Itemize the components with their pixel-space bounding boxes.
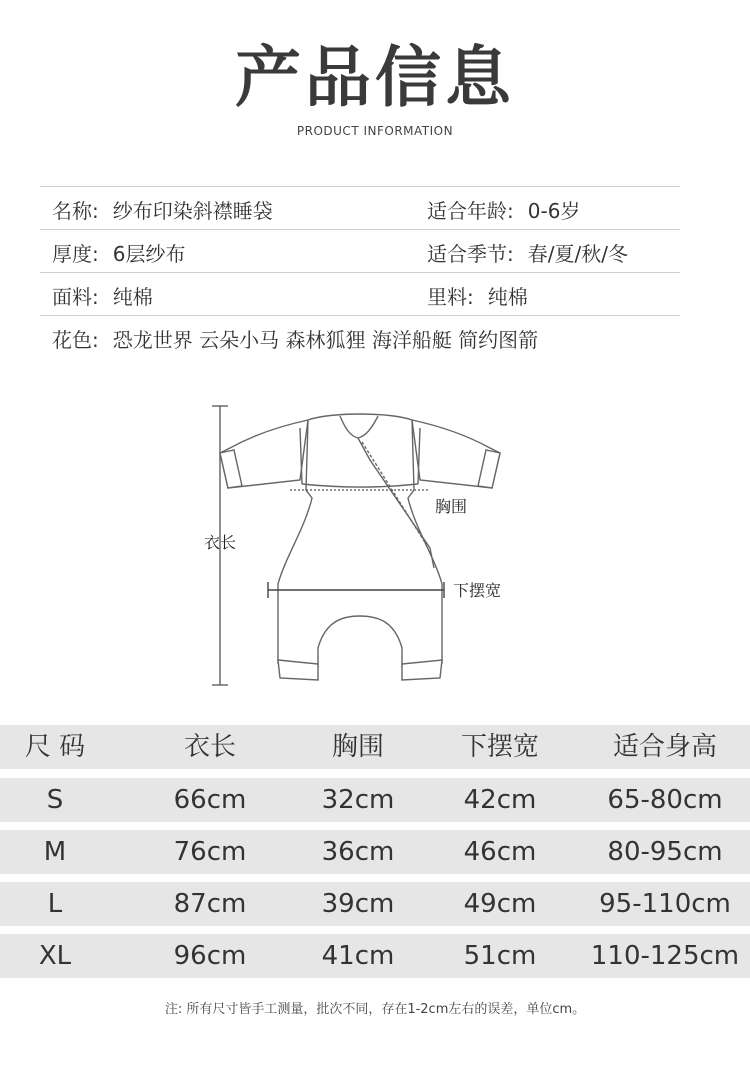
table-cell: 39cm: [321, 889, 395, 919]
table-row: [0, 830, 750, 874]
info-age: [427, 195, 580, 224]
info-value: 春/夏/秋/冬: [527, 242, 628, 266]
table-cell: 46cm: [463, 837, 537, 867]
table-cell: 96cm: [173, 941, 247, 971]
length-label: 衣长: [204, 533, 237, 552]
sleepsack-illustration: [190, 398, 530, 693]
info-label: 适合年龄:: [427, 199, 514, 223]
table-cell: 65-80cm: [607, 785, 723, 815]
product-info-list: [40, 186, 680, 358]
info-value: 纯棉: [487, 285, 528, 309]
table-cell: L: [47, 889, 63, 919]
table-cell: 110-125cm: [590, 941, 740, 971]
info-row: [40, 272, 680, 315]
info-label: 厚度:: [52, 242, 99, 266]
info-label: 面料:: [52, 285, 99, 309]
info-lining: [427, 281, 528, 310]
info-patterns: [52, 324, 538, 353]
table-cell: 66cm: [173, 785, 247, 815]
table-cell: 76cm: [173, 837, 247, 867]
info-value: 纯棉: [112, 285, 153, 309]
table-header-cell: 胸围: [331, 732, 384, 762]
info-label: 花色:: [52, 328, 99, 352]
garment-diagram: [190, 398, 530, 693]
table-cell: 87cm: [173, 889, 247, 919]
page-title: 产品信息: [235, 39, 515, 116]
page-subtitle: PRODUCT INFORMATION: [296, 124, 454, 138]
info-row: [40, 315, 680, 358]
table-row: [0, 934, 750, 978]
table-header-cell: 下摆宽: [460, 732, 539, 762]
table-header-cell: 适合身高: [612, 732, 717, 762]
table-cell: 49cm: [463, 889, 537, 919]
table-cell: 36cm: [321, 837, 395, 867]
info-label: 里料:: [427, 285, 474, 309]
info-value: 6层纱布: [112, 242, 186, 266]
info-fabric: [52, 281, 153, 310]
info-value: 0-6岁: [527, 199, 581, 223]
info-value: 纱布印染斜襟睡袋: [112, 199, 273, 223]
table-cell: 80-95cm: [607, 837, 723, 867]
table-header-cell: 衣长: [183, 732, 236, 762]
table-cell: XL: [38, 941, 72, 971]
table-cell: M: [43, 837, 67, 867]
info-value: 恐龙世界 云朵小马 森林狐狸 海洋船艇 简约图箭: [112, 328, 539, 352]
table-cell: 42cm: [463, 785, 537, 815]
table-cell: 95-110cm: [599, 889, 731, 919]
table-row: [0, 882, 750, 926]
table-cell: 32cm: [321, 785, 395, 815]
info-name: [52, 195, 273, 224]
table-row: [0, 778, 750, 822]
garment-outline: [220, 414, 500, 680]
info-label: 适合季节:: [427, 242, 514, 266]
info-row: [40, 186, 680, 229]
hem-label: 下摆宽: [453, 581, 502, 600]
info-thickness: [52, 238, 185, 267]
table-cell: 41cm: [321, 941, 395, 971]
info-label: 名称:: [52, 199, 99, 223]
table-cell: 51cm: [463, 941, 537, 971]
measurement-note: 注: 所有尺寸皆手工测量，批次不同，存在1-2cm左右的误差，单位cm。: [164, 1002, 586, 1017]
table-cell: S: [46, 785, 64, 815]
info-row: [40, 229, 680, 272]
table-header-row: [0, 725, 750, 769]
table-header-cell: 尺 码: [24, 732, 86, 762]
chest-label: 胸围: [435, 497, 468, 516]
info-season: [427, 238, 628, 267]
